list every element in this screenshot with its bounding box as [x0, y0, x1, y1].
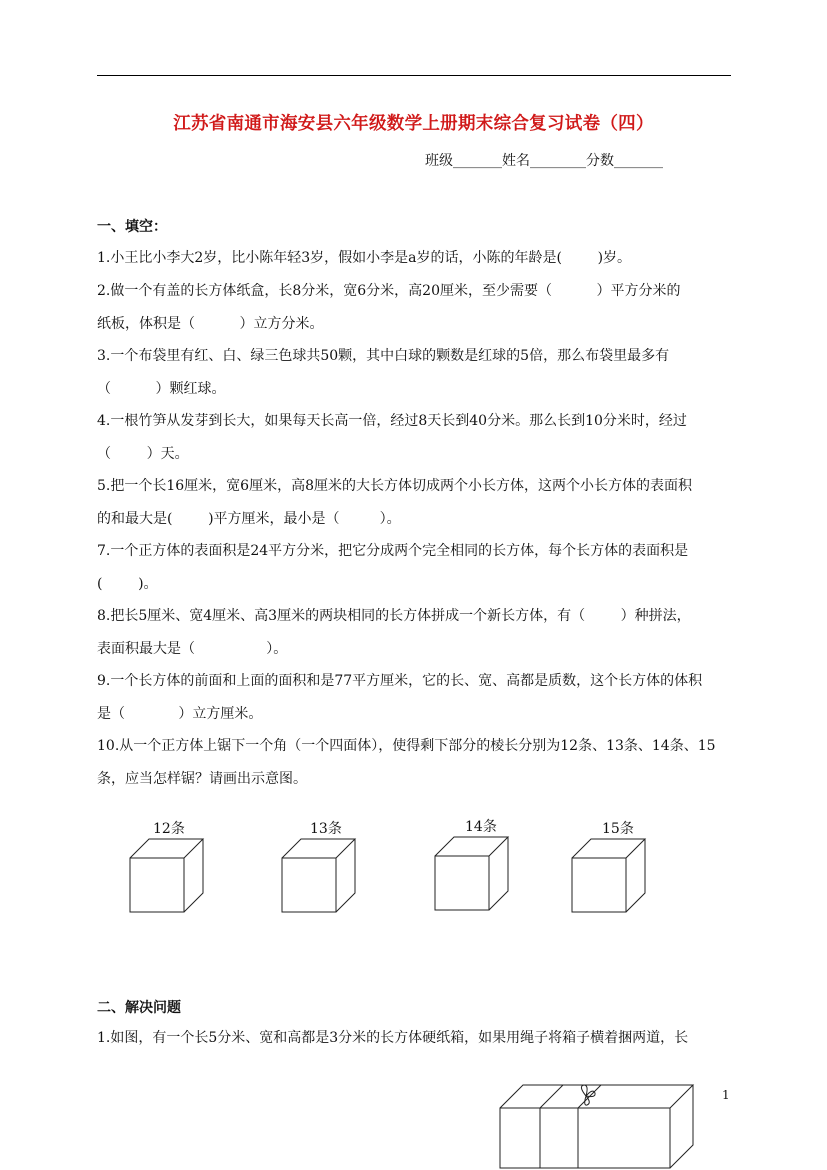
cube-figure-15	[572, 839, 645, 912]
question-5: 5.把一个长16厘米，宽6厘米，高8厘米的大长方体切成两个小长方体，这两个小长方体的表面积 的和最大是( )平方厘米，最小是（ ）。	[97, 478, 692, 527]
question-3: 3.一个布袋里有红、白、绿三色球共50颗，其中白球的颗数是红球的5倍，那么布袋里最多有 （ ）颗红球。	[97, 348, 670, 397]
question-2: 2.做一个有盖的长方体纸盒，长8分米，宽6分米，高20厘米，至少需要（ ）平方分米的 纸板，体积是（ ）立方分米。	[97, 283, 681, 332]
question-10: 10.从一个正方体上锯下一个角（一个四面体），使得剩下部分的棱长分别为12条、13条、14条、15 条，应当怎样锯？请画出示意图。	[97, 738, 716, 787]
cube-label-15: 15条	[602, 821, 634, 837]
question-4: 4.一根竹笋从发芽到长大，如果每天长高一倍，经过8天长到40分米。那么长到10分米时，经过 （ ）天。	[97, 413, 687, 462]
cube-figure-12	[130, 839, 203, 912]
question-7: 7.一个正方体的表面积是24平方分米，把它分成两个完全相同的长方体，每个长方体的表面积是 ( )。	[97, 543, 689, 592]
cube-label-14: 14条	[465, 819, 497, 835]
question-9: 9.一个长方体的前面和上面的面积和是77平方厘米，它的长、宽、高都是质数，这个长方体的体积 是（ ）立方厘米。	[97, 673, 703, 722]
section-heading-fill-blank: 一、填空：	[97, 219, 167, 235]
box-figure	[500, 1085, 693, 1168]
section-heading-solve: 二、解决问题	[97, 1000, 181, 1016]
cube-label-12: 12条	[153, 821, 185, 837]
page-number: 1	[722, 1088, 730, 1102]
problem-1: 1.如图，有一个长5分米、宽和高都是3分米的长方体硬纸箱，如果用绳子将箱子横着捆两道，长	[97, 1030, 689, 1046]
page-title: 江苏省南通市海安县六年级数学上册期末综合复习试卷（四）	[173, 114, 654, 134]
cube-figure-13	[282, 839, 355, 912]
cube-label-13: 13条	[310, 821, 342, 837]
student-info-line: 班级_______姓名________分数_______	[425, 153, 663, 169]
question-1: 1.小王比小李大2岁，比小陈年轻3岁，假如小李是a岁的话，小陈的年龄是( )岁。	[97, 250, 632, 266]
cube-figure-14	[435, 837, 508, 910]
question-8: 8.把长5厘米、宽4厘米、高3厘米的两块相同的长方体拼成一个新长方体，有（ ）种拼法， 表面积最大是（ ）。	[97, 608, 691, 657]
